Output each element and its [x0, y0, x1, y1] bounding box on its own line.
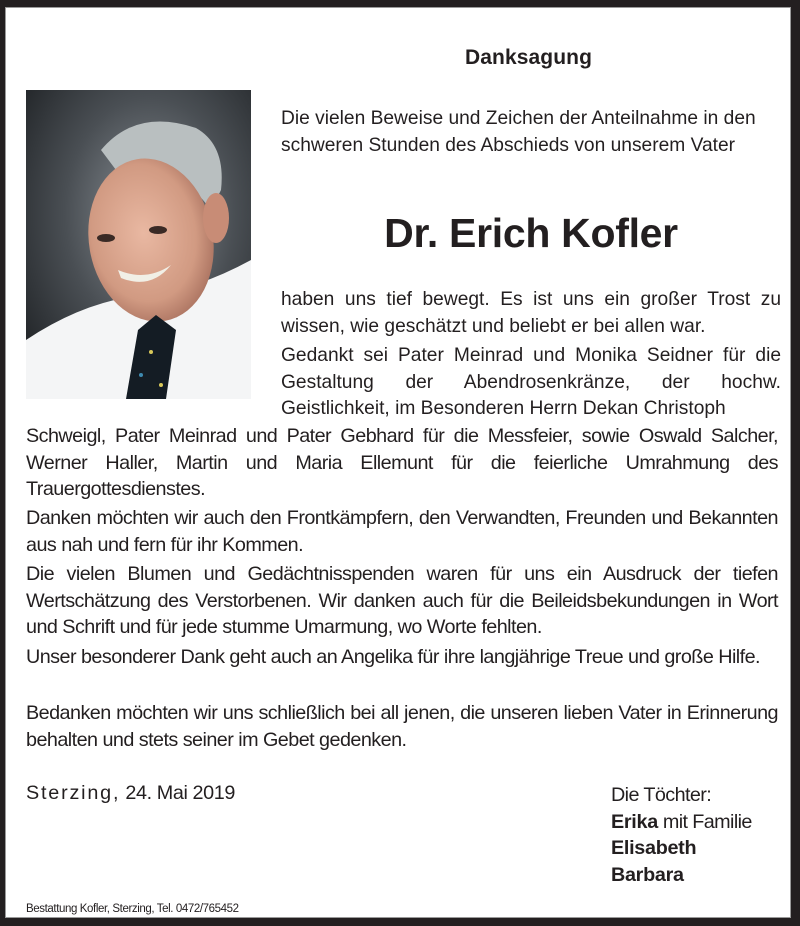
signer-erika	[611, 809, 752, 836]
portrait-image	[26, 90, 251, 399]
paragraph-moved: haben uns tief bewegt. Es ist uns ein großer Trost zu wissen, wie geschätzt und beliebt er bei allen war.	[281, 289, 781, 337]
paragraph-remember: Bedanken möchten wir uns schließlich bei all jenen, die unseren lieben Vater in Erinnerung behalten und stets seiner im Gebet gedenken.	[26, 702, 778, 751]
place-date	[26, 782, 235, 805]
paragraph-thanks-part2: Schweigl, Pater Meinrad und Pater Gebhard für die Messfeier, sowie Oswald Salcher, Werner Haller, Martin und Maria Ellemunt für die feierliche Umrahmung des Trauergottesdienstes.	[26, 425, 778, 500]
signer-elisabeth	[611, 835, 752, 862]
obituary-card	[5, 7, 791, 918]
paragraph-thanks-part1: Gedankt sei Pater Meinrad und Monika Seidner für die Gestaltung der Abendrosenkränze, der hochw. Geistlichkeit, im Besonderen Herrn Dekan Christoph	[281, 345, 781, 419]
signer-name: Erika	[611, 810, 658, 833]
heading-text: Danksagung	[464, 46, 593, 69]
funeral-home-footer: Bestattung Kofler, Sterzing, Tel. 0472/765452	[26, 903, 239, 915]
signer-name: Elisabeth	[611, 837, 697, 859]
portrait-photo	[26, 90, 251, 399]
signer-barbara	[611, 862, 752, 889]
date: 24. Mai 2019	[125, 782, 235, 804]
paragraph-flowers: Die vielen Blumen und Gedächtnisspenden waren für uns ein Ausdruck der tiefen Wertschätzung des Verstorbenen. Wir danken auch für die Beileidsbekundungen in Wort und Schrift und für jede stumme Umarmung, wo Worte fehlten.	[26, 563, 778, 638]
intro-paragraph: Die vielen Beweise und Zeichen der Anteilnahme in den schweren Stunden des Abschieds von unserem Vater	[281, 108, 756, 156]
signer-name: Barbara	[611, 863, 684, 886]
signers-label: Die Töchter:	[611, 784, 712, 806]
deceased-name: Dr. Erich Kofler	[384, 210, 678, 256]
paragraph-angelika: Unser besonderer Dank geht auch an Angelika für ihre langjährige Treue und große Hilfe.	[26, 646, 760, 668]
signers	[611, 782, 752, 888]
place: Sterzing,	[26, 782, 121, 804]
heading	[6, 46, 792, 70]
paragraph-frontkaempfer: Danken möchten wir auch den Frontkämpfern, den Verwandten, Freunden und Bekannten aus nah und fern für ihr Kommen.	[26, 507, 778, 556]
signer-suffix: mit Familie	[662, 810, 752, 833]
